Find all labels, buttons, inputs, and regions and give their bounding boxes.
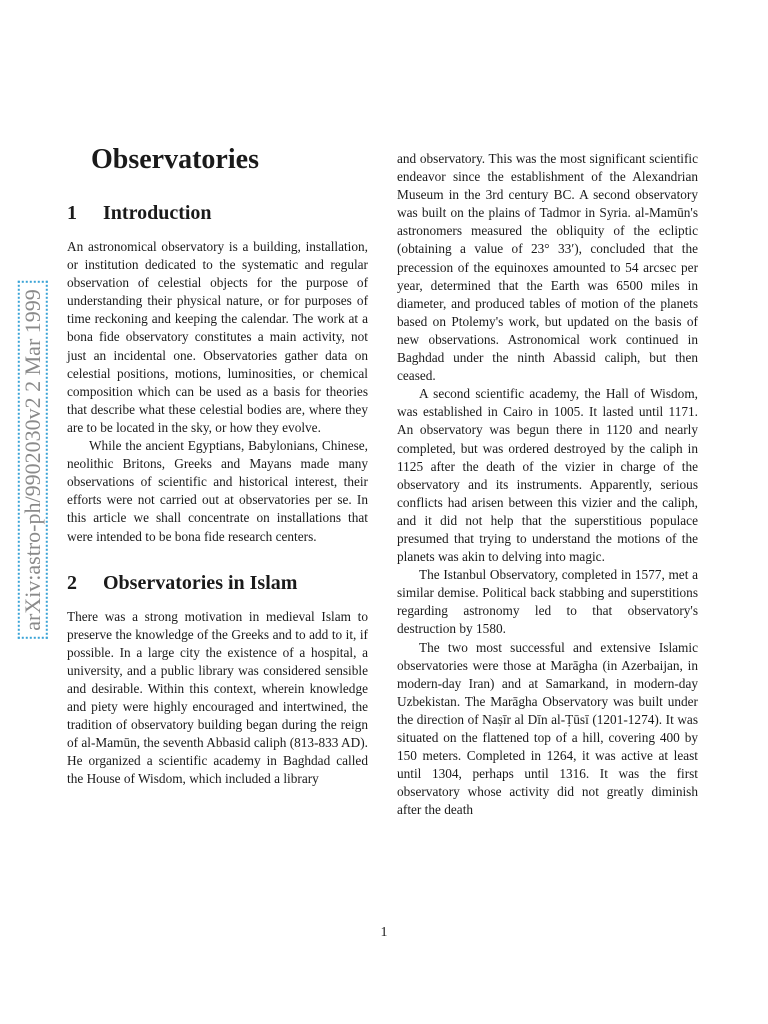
section-number: 2 [67, 571, 77, 594]
arxiv-identifier-text: arXiv:astro-ph/9902030v2 2 Mar 1999 [18, 281, 48, 639]
right-column [397, 150, 698, 819]
paragraph: and observatory. This was the most significant scientific endeavor since the establishment of the Alexandrian Museum in the 3rd century BC. A second observatory was built on the plains of Tadmor in Syria. al-Mamūn's astronomers measured the obliquity of the ecliptic (obtaining a value of 23° 33′), concluded that the precession of the equinoxes amounted to 54 arcsec per year, determined that the Earth was 6500 miles in diameter, and produced tables of motion of the planets based on Ptolemy's work, but updated on the basis of new observations. Astronomical work continued in Baghdad under the ninth Abassid caliph, but then ceased. [397, 151, 698, 384]
paragraph: The two most successful and extensive Islamic observatories were those at Marāgha (in Azerbaijan, in modern-day Iran) and at Samarkand, in modern-day Uzbekistan. The Marāgha Observatory was built under the direction of Naṣīr al Dīn al-Ṭūsī (1201-1274). It was situated on the flattened top of a hill, covering 400 by 150 meters. Completed in 1264, it was active at least until 1304, perhaps until 1316. It was the first observatory whose activity did not greatly diminish after the death [397, 639, 698, 818]
paper-title: Observatories [91, 144, 259, 175]
paragraph: A second scientific academy, the Hall of Wisdom, was established in Cairo in 1005. It lasted until 1171. An observatory was begun there in 1120 and nearly completed, but was ordered destroyed by the caliph in 1125 after the death of the vizier in charge of the observatory and its instruments. Apparently, serious conflicts had arisen between this vizier and the caliph, and it did not help that the superstitious populace presumed that trying to understand the motions of the planets was akin to delving into magic. [397, 386, 698, 565]
paragraph: While the ancient Egyptians, Babylonians, Chinese, neolithic Britons, Greeks and Mayans made many observations of scientific and historical interest, their efforts were not carried out at observatories per se. In this article we shall concentrate on installations that were intended to be bona fide research centers. [67, 438, 368, 544]
paragraph: There was a strong motivation in medieval Islam to preserve the knowledge of the Greeks and to add to it, if possible. In a large city the existence of a hospital, a university, and a public library was considered sensible and desirable. Within this context, wherein knowledge and piety were highly encouraged and intertwined, the tradition of observatory building began during the reign of al-Mamūn, the seventh Abbasid caliph (813-833 AD). He organized a scientific academy in Baghdad called the House of Wisdom, which included a library [67, 608, 368, 787]
section-title: Observatories in Islam [103, 571, 298, 594]
section-heading-introduction [67, 200, 368, 226]
paragraph: An astronomical observatory is a building, installation, or institution dedicated to the systematic and regular observation of celestial objects for the purpose of understanding their physical nature, or for purposes of time reckoning and keeping the calendar. The work at a bona fide observatory constitutes a main activity, not just an incidental one. Observatories gather data on celestial positions, motions, luminosities, or chemical composition which can be used as a basis for theories that describe what these celestial bodies are, where they are to be located in the sky, or how they evolve. [67, 239, 368, 435]
section-title: Introduction [103, 202, 212, 224]
section-heading-observatories-in-islam [67, 570, 368, 596]
page-number: 1 [380, 925, 388, 940]
paragraph: The Istanbul Observatory, completed in 1577, met a similar demise. Political back stabbing and superstitions regarding astronomy led to that observatory's destruction by 1580. [397, 567, 698, 637]
left-column [67, 142, 368, 789]
arxiv-identifier-stamp [18, 255, 48, 665]
section-number: 1 [67, 202, 77, 224]
